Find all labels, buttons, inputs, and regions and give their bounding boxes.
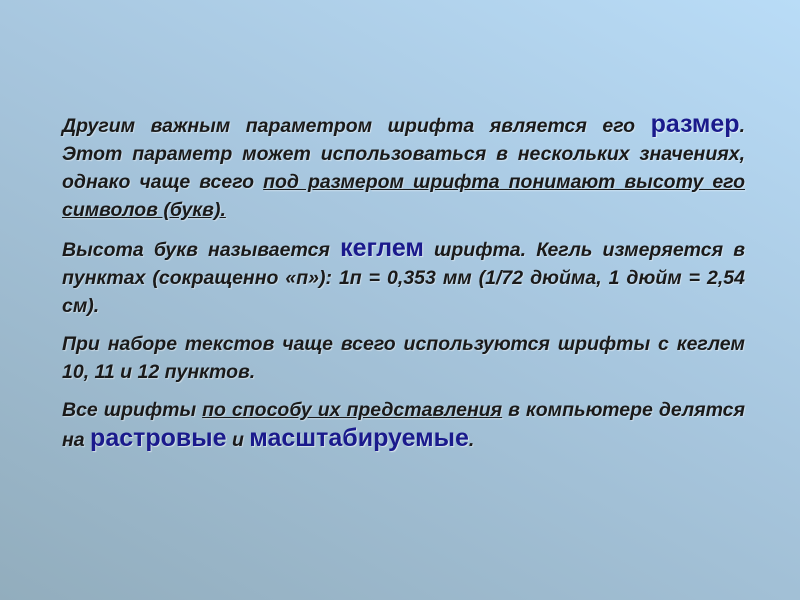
p1-text-a: Другим важным параметром шрифта является его [62, 115, 651, 137]
paragraph-kegl [62, 234, 745, 320]
term-masshtabiruemye: масштабируемые [249, 424, 469, 452]
p4-text-d: . [468, 429, 475, 451]
p4-text-c: и [226, 429, 250, 451]
p4-text-b: в компьютере делятся на [62, 399, 745, 451]
p1-text-b: . Этот параметр может использоваться в нескольких значениях, однако чаще всего [62, 115, 745, 193]
p2-text-b: шрифта. Кегль измеряется в пунктах (сокращенно «п»): 1п = 0,353 мм (1/72 дюйма, 1 дюйм = 2,54 см). [62, 239, 745, 317]
paragraph-font-types [62, 396, 745, 454]
p4-underlined: по способу их представления [202, 399, 503, 421]
p1-underlined-definition: под размером шрифта понимают высоту его символов (букв). [62, 171, 745, 221]
paragraph-font-size [62, 110, 745, 224]
term-rastrovye: растровые [90, 424, 227, 452]
term-keglem: кеглем [340, 234, 424, 262]
p3-text: При наборе текстов чаще всего используются шрифты с кеглем 10, 11 и 12 пунктов. [62, 333, 745, 383]
term-razmer: размер [650, 110, 740, 138]
slide-body [62, 110, 745, 464]
paragraph-common-sizes [62, 330, 745, 386]
p4-text-a: Все шрифты [62, 399, 203, 421]
p2-text-a: Высота букв называется [62, 239, 341, 261]
